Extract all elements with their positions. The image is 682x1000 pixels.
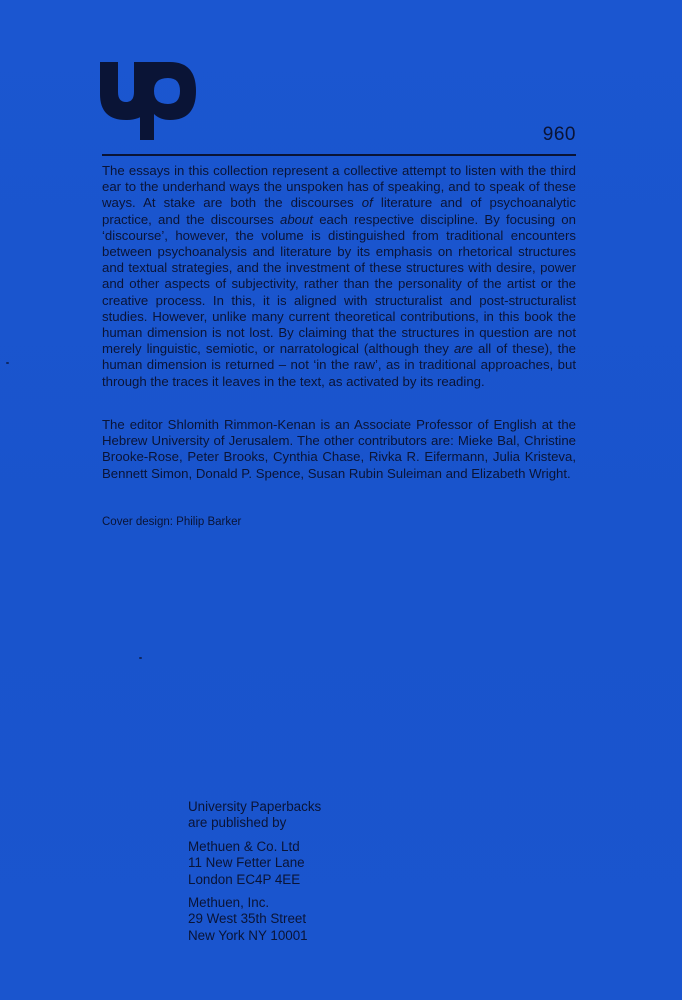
blurb-emphasis: are bbox=[453, 341, 473, 357]
blurb-emphasis: of bbox=[361, 195, 373, 211]
print-speck bbox=[6, 362, 9, 364]
blurb-text: The essays in this collection represent a collective attempt to listen with the third ear to the underhand ways the unspoken has of speaking, and to speak of these ways. At stake are both the discourses bbox=[102, 163, 576, 211]
publisher-line: Methuen & Co. Ltd bbox=[188, 838, 300, 854]
print-speck bbox=[139, 657, 142, 659]
cover-design-credit: Cover design: Philip Barker bbox=[102, 516, 242, 528]
series-number: 960 bbox=[542, 124, 576, 145]
divider-rule bbox=[102, 154, 576, 156]
publisher-us-address bbox=[188, 895, 321, 944]
publisher-line: New York NY 10001 bbox=[188, 927, 308, 943]
publisher-line: London EC4P 4EE bbox=[188, 871, 301, 887]
blurb-text: literature and of psychoanalytic practice, and the discourses bbox=[102, 195, 576, 227]
publisher-intro bbox=[188, 799, 321, 832]
publisher-line: University Paperbacks bbox=[188, 799, 322, 814]
up-logo-mark bbox=[98, 58, 198, 142]
publisher-info bbox=[188, 799, 321, 951]
publisher-line: are published by bbox=[188, 815, 287, 831]
publisher-line: 29 West 35th Street bbox=[188, 911, 307, 927]
publisher-line: Methuen, Inc. bbox=[188, 895, 270, 911]
publisher-line: 11 New Fetter Lane bbox=[188, 855, 305, 871]
publisher-uk-address bbox=[188, 839, 321, 888]
blurb-emphasis: about bbox=[280, 211, 314, 227]
up-logo bbox=[98, 58, 198, 142]
blurb-paragraph bbox=[102, 163, 576, 390]
editor-note: The editor Shlomith Rimmon-Kenan is an Associate Professor of English at the Hebrew University of Jerusalem. The other contributors are: Mieke Bal, Christine Brooke-Rose, Peter Brooks, Cynthia Chase, Rivka R. Eifermann, Julia Kristeva, Bennett Simon, Donald P. Spence, Susan Rubin Suleiman and Elizabeth Wright. bbox=[102, 417, 576, 481]
blurb-text: each respective discipline. By focusing on ‘discourse’, however, the volume is distinguished from traditional encounters between psychoanalysis and literature by its emphasis on rhetorical structures and textual strategies, and the investment of these structures with desire, power and other aspects of subjectivity, rather than the personality of the artist or the creative process. In this, it is aligned with structuralist and post-structuralist studies. However, unlike many current theoretical contributions, in this book the human dimension is not lost. By claiming that the structures in question are not merely linguistic, semiotic, or narratological (although they bbox=[102, 211, 576, 357]
blurb-text: all of these), the human dimension is returned – not ‘in the raw’, as in traditional approaches, but through the traces it leaves in the text, as activated by its reading. bbox=[102, 341, 577, 389]
